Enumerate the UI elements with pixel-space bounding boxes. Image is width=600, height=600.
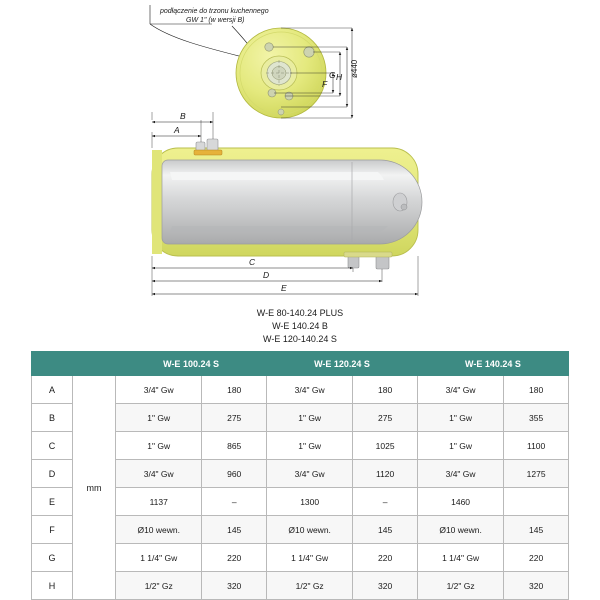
cell: 1" Gw <box>116 432 202 460</box>
cell: 220 <box>202 544 267 572</box>
table-body <box>32 376 569 600</box>
cell: 1" Gw <box>417 404 503 432</box>
dim-D-side: D <box>263 270 270 280</box>
cell <box>504 488 569 516</box>
cell: 1460 <box>417 488 503 516</box>
cell: 1300 <box>267 488 353 516</box>
cell: 1" Gw <box>116 404 202 432</box>
cell: 1100 <box>504 432 569 460</box>
header-model-2: W-E 120.24 S <box>267 352 418 376</box>
caption-line-3: W-E 120-140.24 S <box>263 334 337 344</box>
header-unit <box>72 352 115 376</box>
cell: Ø10 wewn. <box>417 516 503 544</box>
row-letter: B <box>32 404 73 432</box>
cell: 180 <box>504 376 569 404</box>
row-letter: F <box>32 516 73 544</box>
cell: 275 <box>202 404 267 432</box>
cell: 3/4" Gw <box>267 460 353 488</box>
dim-C-side: C <box>249 257 256 267</box>
header-letter <box>32 352 73 376</box>
cell: 3/4" Gw <box>116 376 202 404</box>
row-letter: A <box>32 376 73 404</box>
cell: 320 <box>504 572 569 600</box>
drawing-caption <box>0 307 600 346</box>
header-model-1: W-E 100.24 S <box>116 352 267 376</box>
row-letter: D <box>32 460 73 488</box>
cell: 3/4" Gw <box>417 460 503 488</box>
end-cap-view <box>150 5 359 118</box>
annotation-line2: GW 1" (w wersji B) <box>186 17 245 24</box>
cell: 1/2" Gz <box>116 572 202 600</box>
cell: 3/4" Gw <box>267 376 353 404</box>
row-letter: E <box>32 488 73 516</box>
cell: 1025 <box>353 432 418 460</box>
table-row <box>32 376 569 404</box>
cell: 1" Gw <box>267 404 353 432</box>
cell: 180 <box>202 376 267 404</box>
dim-A-side: A <box>174 125 180 135</box>
cell: 1/2" Gz <box>267 572 353 600</box>
cell: 320 <box>353 572 418 600</box>
cell: 1" Gw <box>267 432 353 460</box>
cell: 145 <box>504 516 569 544</box>
cell: Ø10 wewn. <box>116 516 202 544</box>
cell: 145 <box>202 516 267 544</box>
cell: 145 <box>353 516 418 544</box>
cell: 275 <box>353 404 418 432</box>
cell: 960 <box>202 460 267 488</box>
cell: 220 <box>353 544 418 572</box>
caption-line-1: W-E 80-140.24 PLUS <box>256 308 344 318</box>
cell: 865 <box>202 432 267 460</box>
cell: 1 1/4" Gw <box>267 544 353 572</box>
cell: 180 <box>353 376 418 404</box>
dim-F-top: F <box>322 79 328 89</box>
cell: 3/4" Gw <box>116 460 202 488</box>
cell: 1275 <box>504 460 569 488</box>
cell: 1" Gw <box>417 432 503 460</box>
cell: 355 <box>504 404 569 432</box>
cell: – <box>202 488 267 516</box>
dim-diameter: ø440 <box>350 59 359 78</box>
tank-side-view <box>152 111 422 296</box>
cell: 1137 <box>116 488 202 516</box>
row-letter: C <box>32 432 73 460</box>
cell: 1 1/4" Gw <box>417 544 503 572</box>
row-letter: G <box>32 544 73 572</box>
cell: Ø10 wewn. <box>267 516 353 544</box>
dim-E-side: E <box>281 283 287 293</box>
dim-B-side: B <box>180 111 186 121</box>
cell: 3/4" Gw <box>417 376 503 404</box>
caption-line-2: W-E 140.24 B <box>272 321 328 331</box>
cell: – <box>353 488 418 516</box>
cell: 320 <box>202 572 267 600</box>
annotation-line1: podłączenie do trzonu kuchennego <box>160 8 269 15</box>
specifications-table <box>31 351 569 600</box>
cell: 1120 <box>353 460 418 488</box>
row-letter: H <box>32 572 73 600</box>
table-header-row <box>32 352 569 376</box>
dim-H-top: H <box>336 72 343 82</box>
cell: 1/2" Gz <box>417 572 503 600</box>
dim-G-top: G <box>329 70 336 80</box>
unit-label: mm <box>72 376 115 600</box>
cell: 1 1/4" Gw <box>116 544 202 572</box>
cell: 220 <box>504 544 569 572</box>
header-model-3: W-E 140.24 S <box>417 352 568 376</box>
